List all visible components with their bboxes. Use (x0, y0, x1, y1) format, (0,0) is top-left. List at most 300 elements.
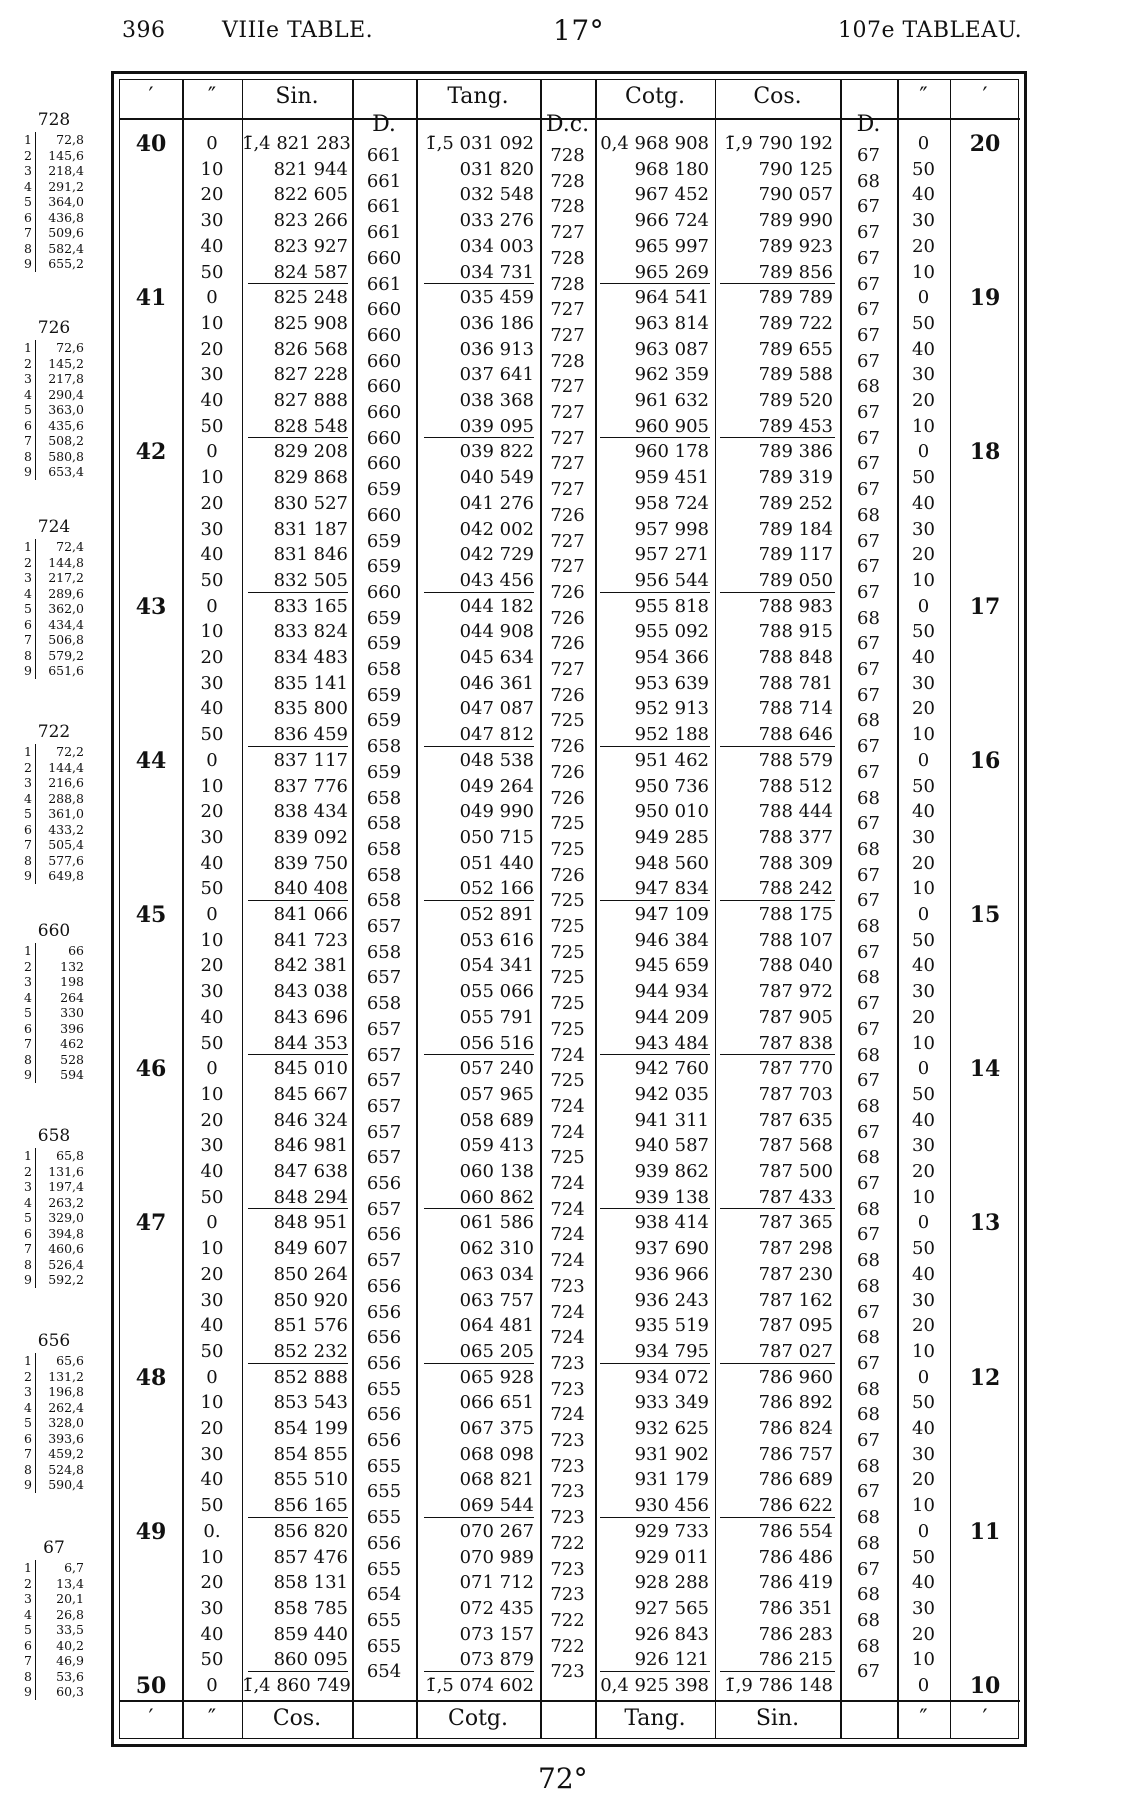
cos-diff: 68 (857, 1250, 880, 1272)
seconds-right: 20 (912, 852, 935, 874)
tang-value: 032 548 (459, 184, 534, 206)
pp-value: 462 (60, 1036, 84, 1051)
sin-diff: 655 (366, 1507, 402, 1529)
cos-diff: 67 (857, 581, 880, 603)
seconds-left: 10 (200, 621, 224, 643)
seconds-right: 10 (912, 569, 935, 591)
tang-value: 059 413 (459, 1135, 534, 1157)
cotg-value: 944 209 (634, 1006, 709, 1028)
cotg-value: 965 269 (634, 261, 709, 283)
pp-index: 3 (14, 1384, 36, 1400)
seconds-right: 30 (912, 364, 935, 386)
group-rule (248, 1671, 348, 1672)
cotg-value: 960 905 (634, 415, 709, 437)
proportional-parts-row (14, 1591, 114, 1607)
pp-value: 393,6 (48, 1430, 84, 1446)
seconds-left: 20 (200, 1572, 224, 1594)
tang-value: 048 538 (459, 749, 534, 771)
sin-value: 836 459 (273, 724, 348, 746)
sin-value: 858 131 (273, 1572, 348, 1594)
sin-value: 856 165 (273, 1495, 348, 1517)
pp-index: 7 (14, 837, 36, 853)
minute-left: 44 (135, 747, 167, 774)
cos-diff: 67 (857, 324, 880, 346)
seconds-right: 40 (912, 184, 935, 206)
pp-value: 198 (60, 974, 84, 989)
proportional-parts-row (14, 371, 114, 387)
tang-diff: 724 (550, 1404, 585, 1426)
tang-value: 071 712 (459, 1572, 534, 1594)
cos-diff: 67 (857, 1018, 880, 1040)
proportional-parts-group (14, 110, 114, 272)
sin-value: 849 607 (273, 1238, 348, 1260)
column-footer: Cos. (272, 1706, 322, 1731)
sin-value: 839 750 (273, 852, 348, 874)
seconds-right: 30 (912, 672, 935, 694)
cos-value: 1̄,9 790 192 (724, 133, 833, 154)
seconds-right: 10 (912, 1649, 935, 1671)
cos-value: 786 824 (758, 1418, 833, 1439)
pp-index: 7 (14, 1446, 36, 1462)
pp-value: 329,0 (48, 1210, 84, 1225)
seconds-left: 0 (206, 287, 218, 309)
cotg-value: 955 092 (634, 621, 709, 643)
sin-diff: 659 (366, 633, 402, 655)
pp-value: 592,2 (48, 1272, 84, 1287)
sin-diff: 654 (366, 1661, 402, 1683)
pp-value: 216,6 (48, 775, 84, 790)
tang-diff: 723 (550, 1661, 585, 1683)
sin-diff: 660 (366, 402, 402, 423)
tang-value: 037 641 (459, 364, 534, 386)
pp-value: 582,4 (48, 240, 84, 256)
seconds-right: 0 (917, 749, 930, 771)
group-rule (600, 1363, 710, 1364)
tang-value: 031 820 (459, 158, 534, 180)
tang-value: 070 267 (459, 1520, 534, 1542)
cos-value: 787 365 (758, 1212, 833, 1234)
tang-diff: 726 (550, 684, 585, 706)
seconds-right: 10 (912, 724, 935, 746)
proportional-parts-row (14, 1622, 114, 1638)
group-rule (248, 746, 348, 747)
column-footer: ′ (148, 1706, 154, 1731)
tang-value: 047 812 (459, 724, 534, 746)
group-rule (248, 437, 348, 438)
pp-index: 7 (14, 632, 36, 648)
tang-diff: 722 (550, 1635, 585, 1657)
tang-diff: 725 (550, 993, 585, 1015)
pp-index: 9 (14, 1684, 36, 1700)
column-footer: ″ (207, 1706, 217, 1731)
sin-diff: 654 (366, 1584, 402, 1606)
sin-value: 841 723 (273, 929, 348, 951)
group-rule (424, 746, 534, 747)
sin-diff: 657 (366, 1018, 402, 1040)
sin-value: 825 248 (273, 287, 348, 309)
proportional-parts-row (14, 132, 114, 148)
pp-index: 3 (14, 974, 36, 990)
sin-value: 846 981 (273, 1135, 348, 1157)
cotg-value: 957 271 (634, 544, 709, 566)
proportional-parts-row (14, 1384, 114, 1400)
cotg-value: 932 625 (634, 1418, 709, 1439)
sin-value: 825 908 (273, 312, 348, 334)
sin-value: 824 587 (273, 261, 348, 283)
seconds-left: 10 (200, 158, 224, 180)
tang-value: 072 435 (459, 1597, 534, 1619)
pp-index: 1 (14, 1353, 36, 1369)
pp-value: 364,0 (48, 194, 84, 209)
pp-value: 362,0 (48, 601, 84, 616)
sin-value: 827 228 (273, 364, 348, 386)
cos-value: 788 781 (758, 672, 833, 694)
group-rule (600, 746, 710, 747)
pp-index: 2 (14, 1164, 36, 1180)
seconds-left: 10 (200, 1546, 224, 1568)
cos-value: 789 789 (758, 287, 833, 309)
proportional-parts-row (14, 1067, 114, 1083)
tang-diff: 727 (550, 530, 585, 552)
proportional-parts-row (14, 1179, 114, 1195)
pp-index: 2 (14, 148, 36, 164)
sin-value: 1̄,4 821 283 (242, 133, 351, 154)
proportional-parts-row (14, 959, 114, 975)
tang-diff: 723 (550, 1378, 585, 1400)
cos-diff: 67 (857, 1661, 880, 1683)
seconds-right: 20 (912, 1623, 935, 1645)
tang-diff: 727 (550, 222, 585, 244)
cos-value: 787 703 (758, 1083, 833, 1105)
pp-index: 9 (14, 663, 36, 679)
tang-diff: 728 (550, 170, 585, 192)
cotg-value: 951 462 (634, 749, 709, 771)
sin-diff: 660 (366, 350, 402, 372)
cos-diff: 68 (857, 1609, 880, 1631)
sin-diff: 658 (366, 890, 402, 912)
proportional-parts-row (14, 822, 114, 838)
seconds-left: 40 (200, 698, 224, 720)
sin-value: 860 095 (273, 1649, 348, 1671)
seconds-left: 30 (200, 981, 224, 1003)
tang-value: 038 368 (459, 390, 534, 411)
group-rule (600, 437, 710, 438)
sin-diff: 659 (366, 479, 402, 501)
tang-value: 052 166 (459, 878, 534, 900)
tang-value: 063 034 (459, 1263, 534, 1285)
cos-diff: 68 (857, 1327, 880, 1349)
seconds-right: 50 (912, 1083, 935, 1105)
sin-value: 853 543 (273, 1392, 348, 1414)
proportional-parts-row (14, 179, 114, 195)
tang-value: 056 516 (459, 1032, 534, 1054)
cos-diff: 67 (857, 864, 880, 886)
sin-diff: 656 (366, 1275, 402, 1297)
sin-diff: 659 (366, 556, 402, 578)
pp-index: 9 (14, 1067, 36, 1083)
pp-index: 1 (14, 340, 36, 356)
sin-diff: 657 (366, 1070, 402, 1092)
seconds-right: 20 (912, 698, 935, 720)
seconds-right: 10 (912, 1495, 935, 1517)
seconds-left: 40 (200, 1469, 224, 1491)
tang-diff: 724 (550, 1224, 585, 1246)
tang-value: 049 990 (459, 801, 534, 823)
tang-value: 068 821 (459, 1469, 534, 1491)
sin-diff: 657 (366, 1121, 402, 1143)
cos-value: 789 520 (758, 390, 833, 411)
sin-value: 843 696 (273, 1006, 348, 1028)
column-header: D.c. (545, 112, 590, 137)
cotg-value: 926 843 (634, 1623, 709, 1645)
tang-value: 065 205 (459, 1340, 534, 1362)
tang-diff: 724 (550, 1095, 585, 1117)
sin-value: 839 092 (273, 826, 348, 848)
cotg-value: 968 180 (634, 158, 709, 180)
seconds-right: 50 (912, 775, 935, 797)
sin-value: 844 353 (273, 1032, 348, 1054)
sin-diff: 661 (366, 273, 402, 295)
sin-value: 831 187 (273, 518, 348, 540)
sin-diff: 657 (366, 1198, 402, 1220)
tang-value: 039 095 (459, 415, 534, 437)
column-footer: ″ (919, 1706, 928, 1731)
cos-value: 790 125 (758, 158, 833, 180)
seconds-left: 10 (200, 775, 224, 797)
seconds-left: 40 (200, 1006, 224, 1028)
cos-diff: 67 (857, 479, 880, 501)
proportional-parts-row (14, 256, 114, 272)
sin-diff: 660 (366, 247, 402, 269)
pp-value: 505,4 (48, 837, 84, 852)
pp-value: 40,2 (56, 1637, 84, 1653)
cotg-value: 946 384 (634, 929, 709, 951)
pp-index: 6 (14, 1226, 36, 1242)
cos-diff: 68 (857, 967, 880, 989)
proportional-parts-row (14, 1241, 114, 1257)
seconds-right: 30 (912, 826, 935, 848)
proportional-parts-row (14, 1462, 114, 1478)
sin-diff: 659 (366, 761, 402, 783)
tang-value: 1̄,5 031 092 (425, 133, 534, 154)
pp-index: 5 (14, 806, 36, 822)
pp-value: 526,4 (48, 1256, 84, 1272)
proportional-parts-row (14, 586, 114, 602)
proportional-parts-row (14, 449, 114, 465)
cotg-value: 956 544 (634, 569, 709, 591)
cotg-value: 963 814 (634, 312, 709, 334)
seconds-right: 40 (912, 338, 935, 360)
pp-index: 2 (14, 555, 36, 571)
sin-value: 858 785 (273, 1597, 348, 1619)
sin-value: 830 527 (273, 492, 348, 514)
seconds-left: 10 (200, 1083, 224, 1105)
pp-index: 5 (14, 1005, 36, 1021)
sin-diff: 656 (366, 1430, 402, 1451)
cos-value: 787 905 (758, 1006, 833, 1028)
cotg-value: 959 451 (634, 467, 709, 489)
pp-value: 196,8 (48, 1384, 84, 1399)
proportional-parts-row (14, 617, 114, 633)
pp-value: 53,6 (56, 1668, 84, 1684)
tang-diff: 727 (550, 453, 585, 475)
pp-value: 288,8 (48, 790, 84, 806)
proportional-parts-row (14, 1210, 114, 1226)
group-rule (248, 1363, 348, 1364)
cos-value: 788 242 (758, 878, 833, 900)
seconds-right: 50 (912, 621, 935, 643)
sin-value: 821 944 (273, 158, 348, 180)
column-header: Sin. (275, 84, 319, 109)
pp-value: 435,6 (48, 417, 84, 433)
seconds-right: 50 (912, 312, 935, 334)
sin-diff: 656 (366, 1224, 402, 1246)
tang-value: 036 186 (459, 312, 534, 334)
seconds-left: 10 (200, 1392, 224, 1414)
column-header: ′ (148, 84, 154, 109)
minute-right: 14 (969, 1056, 1001, 1083)
sin-value: 848 951 (273, 1212, 348, 1234)
sin-diff: 658 (366, 941, 402, 963)
sin-diff: 660 (366, 299, 402, 321)
proportional-parts-row (14, 148, 114, 164)
seconds-right: 40 (912, 955, 935, 977)
column-footer: ′ (982, 1706, 988, 1731)
seconds-right: 10 (912, 415, 935, 437)
seconds-right: 10 (912, 1340, 935, 1362)
cotg-value: 947 834 (634, 878, 709, 900)
tang-value: 054 341 (459, 955, 534, 977)
pp-value: 72,4 (56, 539, 84, 554)
tang-value: 073 879 (459, 1649, 534, 1671)
cos-diff: 67 (857, 1558, 880, 1580)
minute-right: 12 (969, 1364, 1001, 1391)
pp-index: 1 (14, 943, 36, 959)
pp-index: 5 (14, 402, 36, 418)
seconds-left: 30 (200, 518, 224, 540)
cos-value: 787 433 (758, 1186, 833, 1208)
proportional-parts-row (14, 1638, 114, 1654)
pp-value: 594 (60, 1067, 84, 1082)
cos-diff: 67 (857, 530, 880, 552)
group-rule (720, 283, 835, 284)
cos-diff: 68 (857, 170, 880, 192)
group-rule (600, 1517, 710, 1518)
cos-diff: 67 (857, 761, 880, 783)
proportional-parts-row (14, 974, 114, 990)
sin-value: 851 576 (273, 1315, 348, 1337)
sin-diff: 659 (366, 607, 402, 629)
pp-index: 4 (14, 586, 36, 602)
cos-value: 786 622 (758, 1495, 833, 1517)
sin-value: 823 927 (273, 235, 348, 257)
tang-diff: 723 (550, 1584, 585, 1606)
proportional-parts-group (14, 517, 114, 679)
column-header: Tang. (447, 84, 509, 109)
pp-value: 506,8 (48, 632, 84, 647)
cotg-value: 927 565 (634, 1597, 709, 1619)
group-rule (424, 1208, 534, 1209)
cotg-value: 939 138 (634, 1186, 709, 1208)
tang-diff: 728 (550, 350, 585, 372)
group-rule (600, 900, 710, 901)
cos-value: 786 892 (758, 1392, 833, 1414)
cos-diff: 67 (857, 222, 880, 244)
pp-index: 6 (14, 1021, 36, 1037)
tang-diff: 725 (550, 838, 585, 860)
pp-index: 8 (14, 1052, 36, 1068)
cos-diff: 68 (857, 376, 880, 398)
minute-left: 49 (135, 1518, 167, 1545)
pp-value: 33,5 (56, 1622, 84, 1637)
cos-value: 787 230 (758, 1263, 833, 1285)
proportional-parts-row (14, 663, 114, 679)
cos-value: 789 386 (758, 441, 833, 463)
cos-diff: 67 (857, 273, 880, 295)
cotg-value: 964 541 (634, 287, 709, 309)
group-rule (720, 1054, 835, 1055)
sin-diff: 655 (366, 1609, 402, 1631)
seconds-left: 30 (200, 210, 224, 232)
seconds-right: 30 (912, 1443, 935, 1465)
proportional-parts-row (14, 1653, 114, 1669)
proportional-parts-row (14, 1576, 114, 1592)
pp-index: 4 (14, 1400, 36, 1416)
column-header: Cos. (753, 84, 802, 109)
tang-value: 066 651 (459, 1392, 534, 1414)
sin-diff: 661 (366, 222, 402, 244)
cos-value: 786 960 (758, 1366, 833, 1388)
seconds-right: 50 (912, 158, 935, 180)
cos-value: 788 848 (758, 647, 833, 668)
pp-index: 7 (14, 1036, 36, 1052)
seconds-right: 40 (912, 801, 935, 823)
cos-value: 786 554 (758, 1520, 833, 1542)
table-label-right: 107e TABLEAU. (838, 18, 1023, 43)
pp-index: 1 (14, 1560, 36, 1576)
pp-index: 5 (14, 194, 36, 210)
seconds-left: 0 (206, 1058, 218, 1080)
pp-value: 655,2 (48, 256, 84, 271)
pp-index: 3 (14, 371, 36, 387)
pp-index: 1 (14, 1148, 36, 1164)
group-rule (248, 1517, 348, 1518)
pp-value: 145,6 (48, 147, 84, 163)
cos-diff: 67 (857, 659, 880, 680)
cotg-value: 938 414 (634, 1212, 709, 1234)
cotg-value: 955 818 (634, 595, 709, 617)
proportional-parts-row (14, 356, 114, 372)
cotg-value: 934 072 (634, 1366, 709, 1388)
cos-diff: 67 (857, 993, 880, 1015)
tang-diff: 726 (550, 581, 585, 603)
tang-value: 1̄,5 074 602 (425, 1675, 534, 1696)
cos-value: 789 923 (758, 235, 833, 257)
cos-value: 787 568 (758, 1135, 833, 1157)
cos-value: 787 635 (758, 1109, 833, 1131)
proportional-parts-row (14, 744, 114, 760)
pp-value: 144,8 (48, 554, 84, 570)
minute-left: 45 (135, 902, 167, 928)
seconds-right: 30 (912, 981, 935, 1003)
tang-value: 063 757 (459, 1289, 534, 1311)
minute-left: 50 (135, 1673, 167, 1699)
proportional-parts-row (14, 241, 114, 257)
cos-diff: 67 (857, 299, 880, 321)
proportional-parts-row (14, 760, 114, 776)
cotg-value: 942 035 (634, 1083, 709, 1105)
tang-value: 057 240 (459, 1058, 534, 1080)
